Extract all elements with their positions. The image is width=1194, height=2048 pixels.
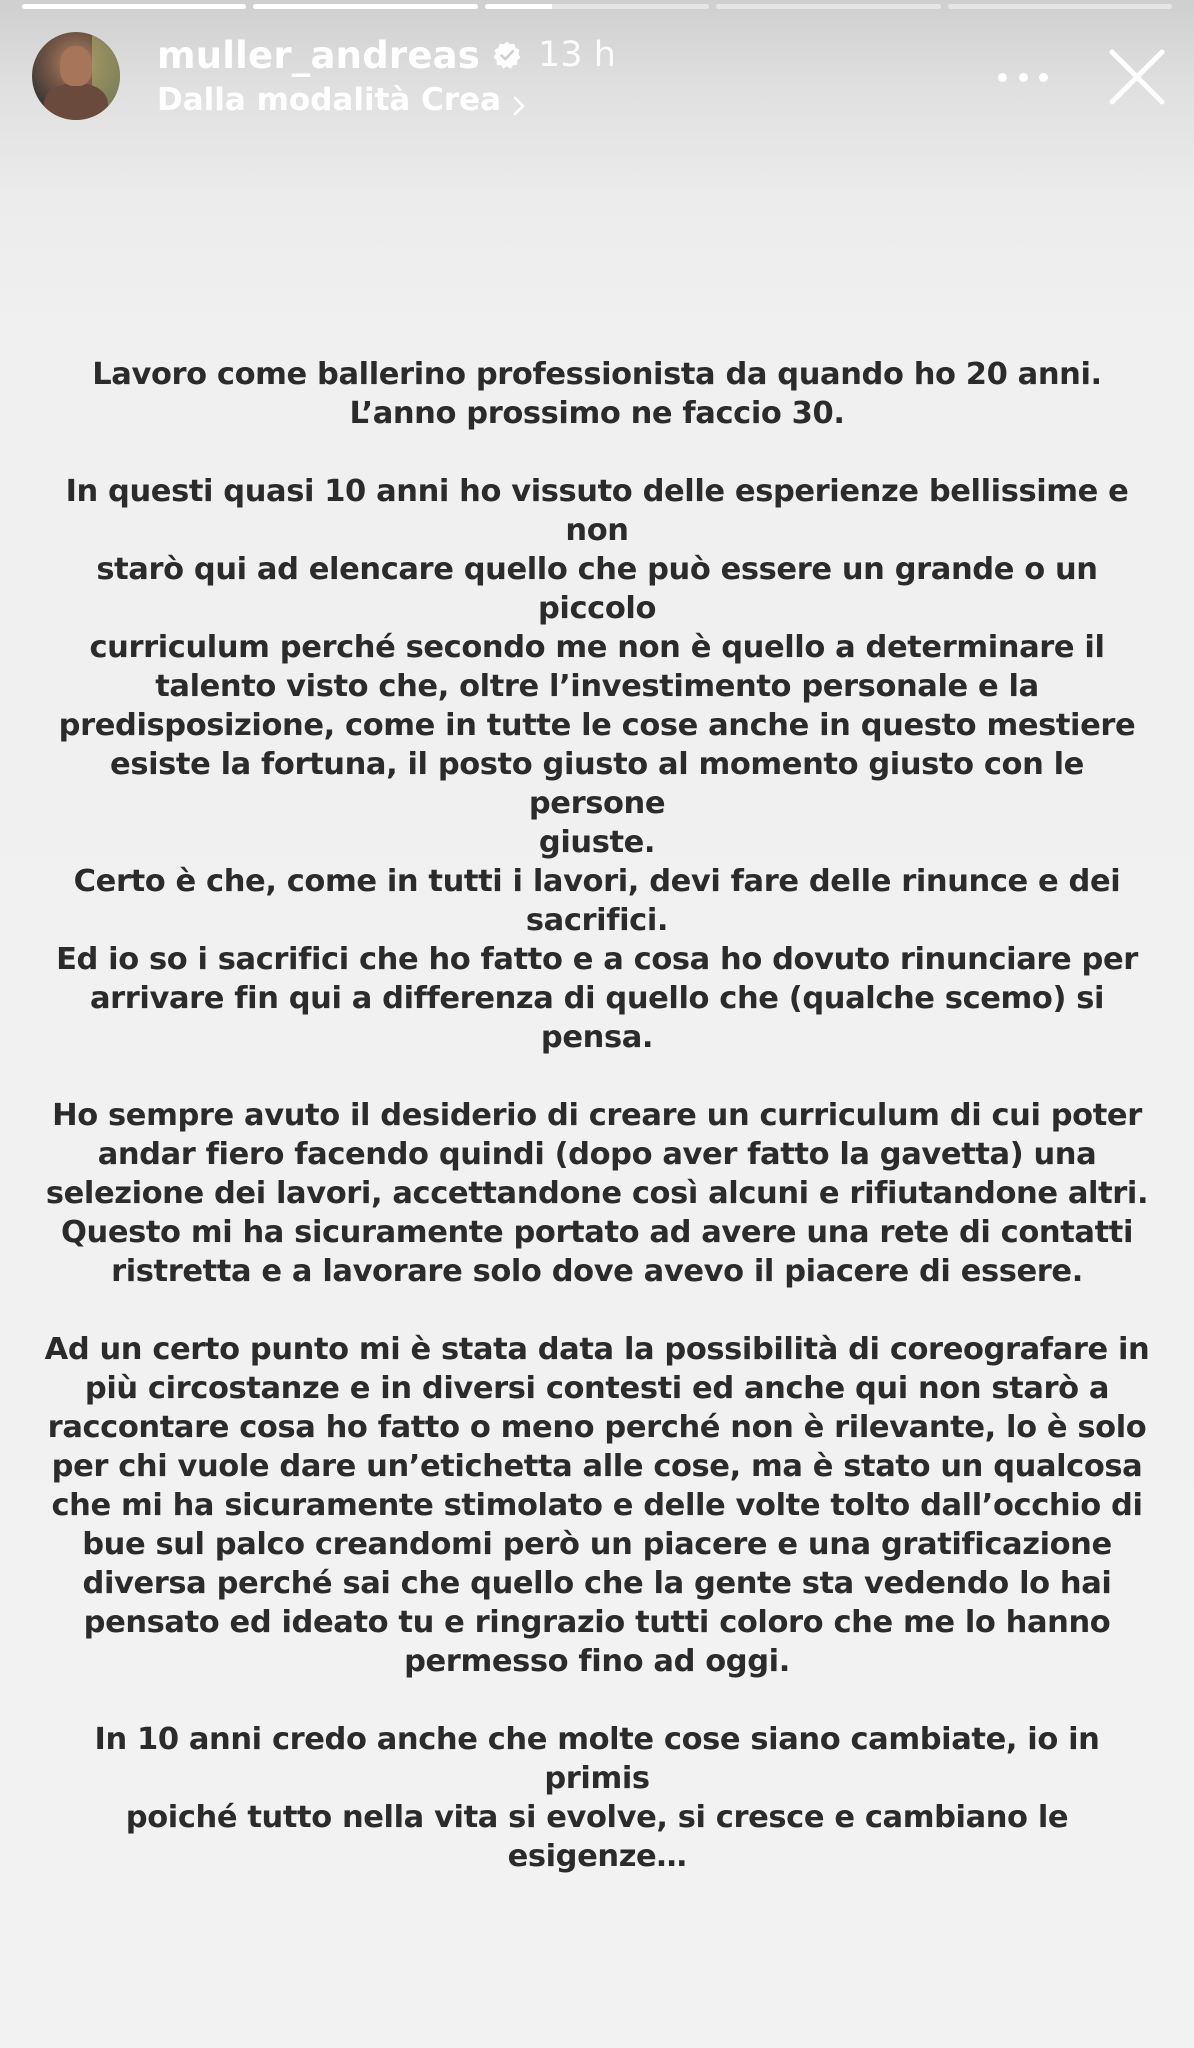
create-mode-link[interactable]	[157, 82, 527, 118]
create-mode-label: Dalla modalità Crea	[157, 82, 502, 118]
story-text	[40, 355, 1154, 1876]
story-paragraph: Ad un certo punto mi è stata data la possibilità di coreografare in più circostanze e in diversi contesti ed anche qui non starò a raccontare cosa ho fatto o meno perché non è rilevante, lo è solo per chi vuole dare un’etichetta alle cose, ma è stato un qualcosa che mi ha sicuramente stimolato e delle volte tolto dall’occhio di bue sul palco creandomi però un piacere e una gratificazione diversa perché sai che quello che la gente sta vedendo lo hai pensato ed ideato tu e ringrazio tutti coloro che me lo hanno permesso fino ad oggi.	[44, 1332, 1150, 1679]
progress-segment-fill	[22, 4, 246, 9]
more-dot	[1019, 73, 1028, 82]
more-dot	[1039, 73, 1048, 82]
verified-badge-icon	[492, 40, 522, 70]
more-options-icon[interactable]	[998, 62, 1048, 92]
story-paragraph: In questi quasi 10 anni ho vissuto delle esperienze bellissime e non starò qui ad elencare quello che può essere un grande o un piccolo curriculum perché secondo me non è quello a determinare il talento visto che, oltre l’investimento personale e la predisposizione, come in tutte le cose anche in questo mestiere esiste la fortuna, il posto giusto al momento giusto con le persone giuste. Certo è che, come in tutti i lavori, devi fare delle rinunce e dei sacrifici. Ed io so i sacrifici che ho fatto e a cosa ho dovuto rinunciare per arrivare fin qui a differenza di quello che (qualche scemo) si pensa.	[56, 474, 1138, 1055]
progress-segment	[485, 4, 709, 9]
progress-segment	[948, 4, 1172, 9]
avatar-face	[60, 46, 92, 86]
story-progress-bar	[22, 4, 1172, 10]
post-time: 13 h	[538, 35, 616, 75]
avatar[interactable]	[32, 32, 120, 120]
story-paragraph: In 10 anni credo anche che molte cose siano cambiate, io in primis poiché tutto nella vita si evolve, si cresce e cambiano le esigenze…	[94, 1722, 1100, 1874]
progress-segment-fill	[253, 4, 477, 9]
story-paragraph: Lavoro come ballerino professionista da quando ho 20 anni. L’anno prossimo ne faccio 30.	[92, 357, 1102, 431]
progress-segment-fill	[485, 4, 552, 9]
progress-segment	[253, 4, 477, 9]
progress-segment	[22, 4, 246, 9]
avatar-body	[44, 84, 108, 120]
chevron-right-icon	[511, 89, 527, 111]
progress-segment	[716, 4, 940, 9]
username-link[interactable]: muller_andreas	[157, 33, 481, 77]
story-header-title	[157, 30, 616, 80]
close-icon[interactable]	[1106, 46, 1168, 108]
more-dot	[998, 73, 1007, 82]
story-paragraph: Ho sempre avuto il desiderio di creare un curriculum di cui poter andar fiero facendo quindi (dopo aver fatto la gavetta) una selezione dei lavori, accettandone così alcuni e rifiutandone altri. Questo mi ha sicuramente portato ad avere una rete di contatti ristretta e a lavorare solo dove avevo il piacere di essere.	[45, 1098, 1149, 1289]
